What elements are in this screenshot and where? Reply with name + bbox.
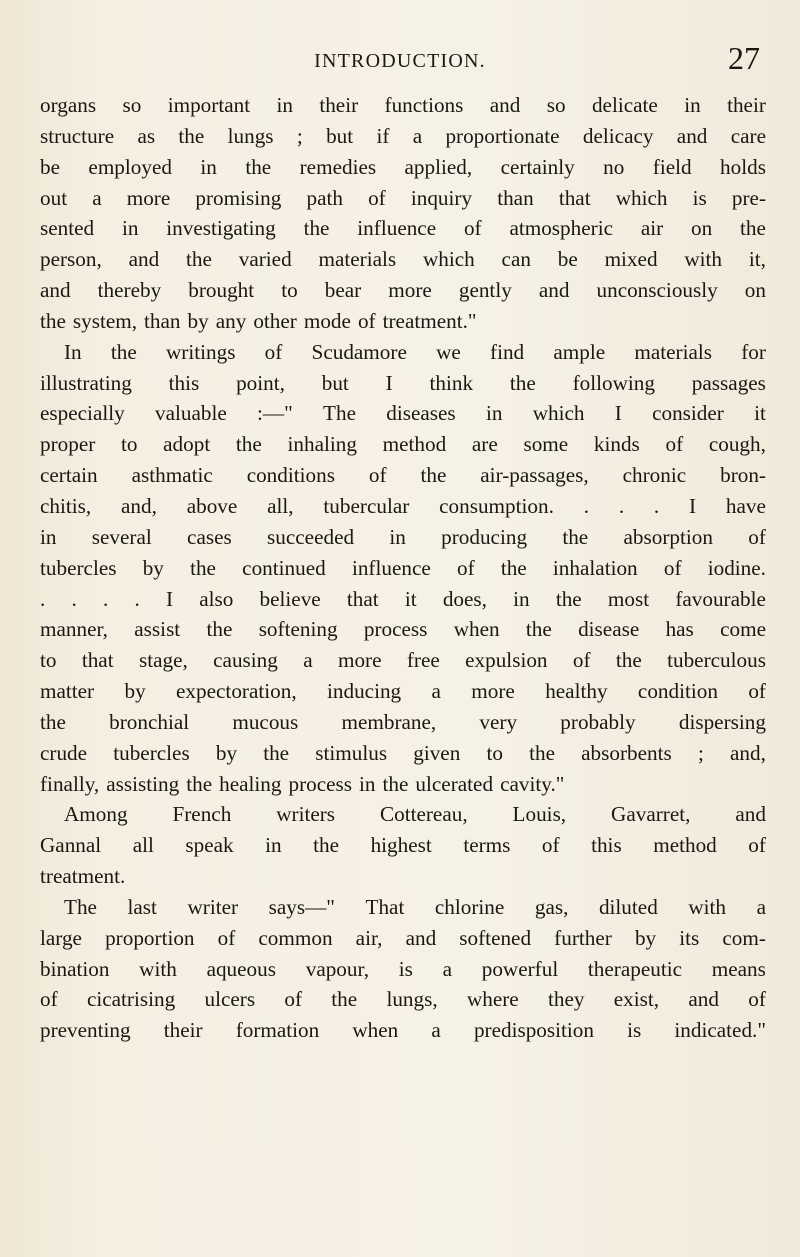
text-line: finally, assisting the healing process in the ulcerated cavity." [40,771,565,796]
text-line: person, and the varied materials which can be mixed with it, [40,247,766,272]
text-line: structure as the lungs ; but if a proportionate delicacy and care [40,123,766,148]
text-line: be employed in the remedies applied, certainly no field holds [40,154,766,179]
text-line: matter by expectoration, inducing a more healthy condition of [40,679,766,704]
text-line: treatment. [40,864,126,889]
text-line: out a more promising path of inquiry than that which is pre- [40,185,766,210]
text-line: manner, assist the softening process when the disease has come [40,617,766,642]
text-line: In the writings of Scudamore we find ample materials for [64,339,766,364]
text-line: The last writer says—" That chlorine gas, diluted with a [64,894,766,919]
text-line: chitis, and, above all, tubercular consumption. . . . I have [40,493,766,518]
text-line: especially valuable :—" The diseases in which I consider it [40,401,766,426]
text-line: certain asthmatic conditions of the air-passages, chronic bron- [40,463,766,488]
text-line: Among French writers Cottereau, Louis, Gavarret, and [64,802,766,827]
text-line: and thereby brought to bear more gently and unconsciously on [40,278,766,303]
text-line: in several cases succeeded in producing the absorption of [40,524,766,549]
page-number: 27 [728,40,760,76]
text-line: Gannal all speak in the highest terms of this method of [40,833,766,858]
text-line: of cicatrising ulcers of the lungs, where they exist, and of [40,987,766,1012]
text-line: crude tubercles by the stimulus given to the absorbents ; and, [40,740,766,765]
text-line: illustrating this point, but I think the following passages [40,370,766,395]
text-line: . . . . I also believe that it does, in the most favourable [40,586,766,611]
text-line: proper to adopt the inhaling method are some kinds of cough, [40,432,766,457]
text-line: sented in investigating the influence of atmospheric air on the [40,216,766,241]
body-text [40,90,766,1046]
running-head-title: INTRODUCTION. [314,50,486,72]
text-line: the bronchial mucous membrane, very probably dispersing [40,709,766,734]
text-line: the system, than by any other mode of treatment." [40,308,477,333]
text-line: large proportion of common air, and softened further by its com- [40,925,766,950]
running-head [40,40,760,80]
text-line: bination with aqueous vapour, is a powerful therapeutic means [40,956,766,981]
text-line: tubercles by the continued influence of the inhalation of iodine. [40,555,766,580]
text-line: preventing their formation when a predisposition is indicated." [40,1018,766,1043]
text-line: organs so important in their functions and so delicate in their [40,93,766,117]
text-line: to that stage, causing a more free expulsion of the tuberculous [40,648,766,673]
